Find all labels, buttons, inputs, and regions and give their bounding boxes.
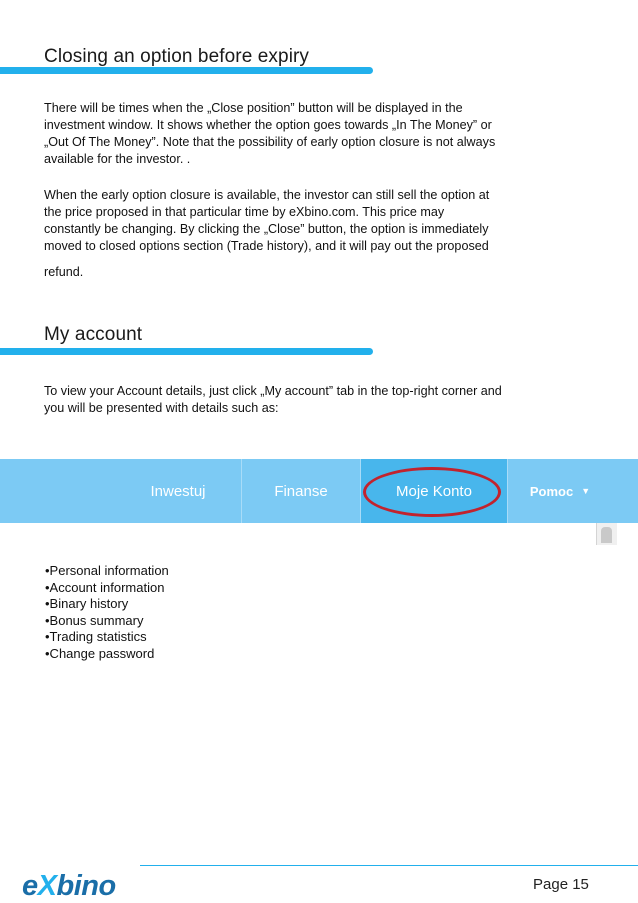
text-line: you will be presented with details such as:	[44, 401, 279, 415]
page-number: Page 15	[533, 876, 589, 893]
nav-item-pomoc-label: Pomoc	[529, 483, 574, 499]
logo-part: bino	[56, 870, 116, 902]
text-line: moved to closed options section (Trade history), and it will pay out the proposed	[44, 239, 489, 253]
footer-divider	[140, 865, 638, 866]
text-line: the price proposed in that particular time by eXbino.com. This price may	[44, 205, 445, 219]
text-line: To view your Account details, just click „My account” tab in the top-right corner and	[44, 384, 502, 398]
list-item: •Trading statistics	[45, 629, 147, 645]
paragraph-my-account	[44, 383, 564, 417]
text-line: „Out Of The Money”. Note that the possibility of early option closure is not always	[44, 135, 496, 149]
nav-item-inwestuj[interactable]: Inwestuj	[150, 482, 206, 500]
exbino-logo	[22, 870, 116, 903]
list-item: •Account information	[45, 579, 165, 595]
scrollbar-thumb[interactable]	[601, 527, 612, 543]
caret-down-icon: ▼	[581, 486, 591, 496]
text-line: constantly be changing. By clicking the „Close” button, the option is immediately	[44, 222, 489, 236]
text-line: When the early option closure is available, the investor can still sell the option at	[44, 188, 490, 202]
logo-part: e	[22, 870, 38, 902]
title-underline	[0, 348, 373, 355]
scrollbar[interactable]	[596, 523, 617, 545]
logo-part: X	[37, 870, 57, 902]
section-title-my-account: My account	[44, 324, 143, 345]
paragraph-closing-1	[44, 100, 564, 168]
highlight-ellipse	[363, 467, 501, 517]
nav-bar-screenshot	[0, 459, 638, 523]
text-line: investment window. It shows whether the option goes towards „In The Money” or	[44, 118, 492, 132]
list-item: •Personal information	[45, 563, 169, 578]
nav-item-pomoc[interactable]	[508, 459, 612, 523]
text-line: available for the investor. .	[44, 152, 191, 166]
nav-item-moje-konto[interactable]: Moje Konto	[361, 459, 507, 523]
screenshot-bottom-strip	[0, 523, 638, 545]
section-title-closing: Closing an option before expiry	[44, 46, 310, 67]
title-underline	[0, 67, 373, 74]
paragraph-closing-2-end: refund.	[44, 265, 84, 279]
list-item: •Change password	[45, 645, 155, 661]
text-line: There will be times when the „Close position” button will be displayed in the	[44, 101, 463, 115]
nav-item-finanse[interactable]: Finanse	[274, 482, 328, 500]
list-item: •Bonus summary	[45, 612, 144, 628]
list-item: •Binary history	[45, 596, 129, 612]
account-details-list	[45, 563, 169, 663]
paragraph-closing-2	[44, 187, 564, 255]
